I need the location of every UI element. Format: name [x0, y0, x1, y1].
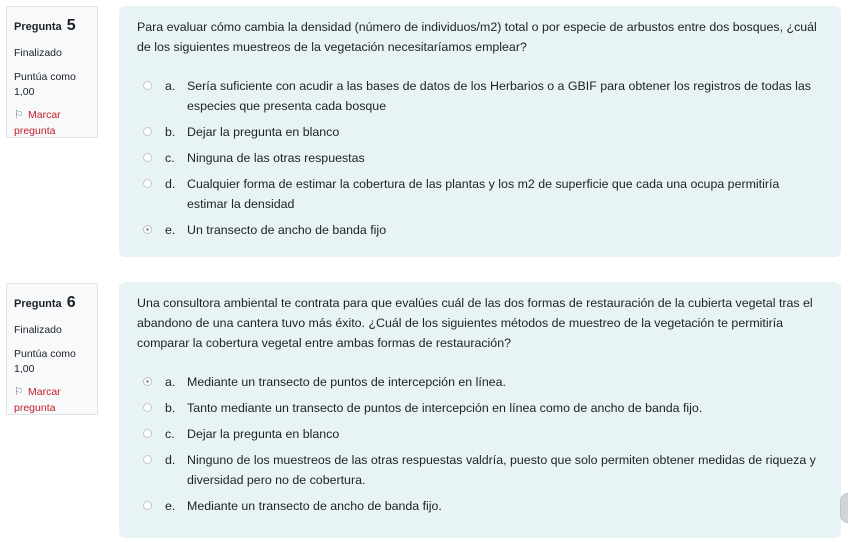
- question-grade: Puntúa como 1,00: [14, 70, 76, 98]
- question-5-content: [119, 6, 841, 257]
- question-state: Finalizado: [14, 47, 62, 59]
- scroll-handle[interactable]: [840, 493, 848, 523]
- option-letter: d.: [165, 177, 176, 191]
- answer-option[interactable]: [137, 220, 823, 240]
- flag-question-label: Marcar pregunta: [14, 109, 61, 137]
- option-text: Sería suficiente con acudir a las bases de datos de los Herbarios o a GBIF para obtener los registros de todas las especies que presenta cada bosque: [187, 79, 812, 113]
- question-state: Finalizado: [14, 324, 62, 336]
- question-text: Una consultora ambiental te contrata para que evalúes cuál de las dos formas de restauración de la cubierta vegetal tras el abandono de una cantera tuvo más éxito. ¿Cuál de los siguientes métodos de muestreo de la vegetación te permitiría comparar la cobertura vegetal entre ambas formas de restauración?: [137, 296, 813, 350]
- option-letter: c.: [165, 151, 175, 165]
- question-6-content: [119, 282, 841, 538]
- question-number: [14, 14, 97, 38]
- radio-icon[interactable]: [143, 455, 152, 464]
- option-letter: b.: [165, 401, 176, 415]
- flag-question-link[interactable]: [14, 385, 97, 417]
- option-text: Dejar la pregunta en blanco: [187, 125, 340, 139]
- question-label: Pregunta: [14, 298, 62, 310]
- question-number: [14, 291, 97, 315]
- answer-option[interactable]: [137, 76, 823, 116]
- question-6-info: [6, 283, 98, 415]
- option-letter: a.: [165, 375, 176, 389]
- option-letter: b.: [165, 125, 176, 139]
- question-number-value: 6: [66, 294, 76, 311]
- answer-option[interactable]: [137, 496, 823, 516]
- option-letter: a.: [165, 79, 176, 93]
- answer-option[interactable]: [137, 148, 823, 168]
- question-text: Para evaluar cómo cambia la densidad (número de individuos/m2) total o por especie de arbustos entre dos bosques, ¿cuál de los siguientes muestreos de la vegetación necesitaríamos emplear?: [137, 20, 817, 54]
- flag-question-link[interactable]: [14, 108, 97, 140]
- flag-icon: ⚐: [14, 109, 24, 122]
- answer-options: [137, 372, 823, 516]
- answer-option[interactable]: [137, 174, 823, 214]
- option-text: Mediante un transecto de ancho de banda fijo.: [187, 499, 442, 513]
- option-text: Ninguna de las otras respuestas: [187, 151, 365, 165]
- radio-icon[interactable]: [143, 179, 152, 188]
- answer-option[interactable]: [137, 122, 823, 142]
- option-letter: c.: [165, 427, 175, 441]
- radio-icon[interactable]: [143, 403, 152, 412]
- question-number-value: 5: [66, 17, 76, 34]
- option-text: Ninguno de los muestreos de las otras respuestas valdría, puesto que solo permiten obtener medidas de riqueza y diversidad pero no de cobertura.: [187, 453, 816, 487]
- radio-icon[interactable]: [143, 377, 152, 386]
- radio-icon[interactable]: [143, 501, 152, 510]
- question-label: Pregunta: [14, 21, 62, 33]
- option-letter: e.: [165, 499, 176, 513]
- radio-icon[interactable]: [143, 429, 152, 438]
- radio-icon[interactable]: [143, 127, 152, 136]
- question-grade: Puntúa como 1,00: [14, 347, 76, 375]
- option-text: Tanto mediante un transecto de puntos de intercepción en línea como de ancho de banda fijo.: [187, 401, 703, 415]
- radio-icon[interactable]: [143, 153, 152, 162]
- option-text: Cualquier forma de estimar la cobertura de las plantas y los m2 de superficie que cada una ocupa permitiría estimar la densidad: [187, 177, 780, 211]
- option-text: Dejar la pregunta en blanco: [187, 427, 340, 441]
- radio-icon[interactable]: [143, 225, 152, 234]
- option-letter: d.: [165, 453, 176, 467]
- flag-question-label: Marcar pregunta: [14, 386, 61, 414]
- question-5-info: [6, 6, 98, 138]
- answer-option[interactable]: [137, 372, 823, 392]
- flag-icon: ⚐: [14, 386, 24, 399]
- answer-options: [137, 76, 823, 240]
- answer-option[interactable]: [137, 450, 823, 490]
- option-text: Mediante un transecto de puntos de intercepción en línea.: [187, 375, 506, 389]
- option-letter: e.: [165, 223, 176, 237]
- radio-icon[interactable]: [143, 81, 152, 90]
- answer-option[interactable]: [137, 398, 823, 418]
- option-text: Un transecto de ancho de banda fijo: [187, 223, 387, 237]
- answer-option[interactable]: [137, 424, 823, 444]
